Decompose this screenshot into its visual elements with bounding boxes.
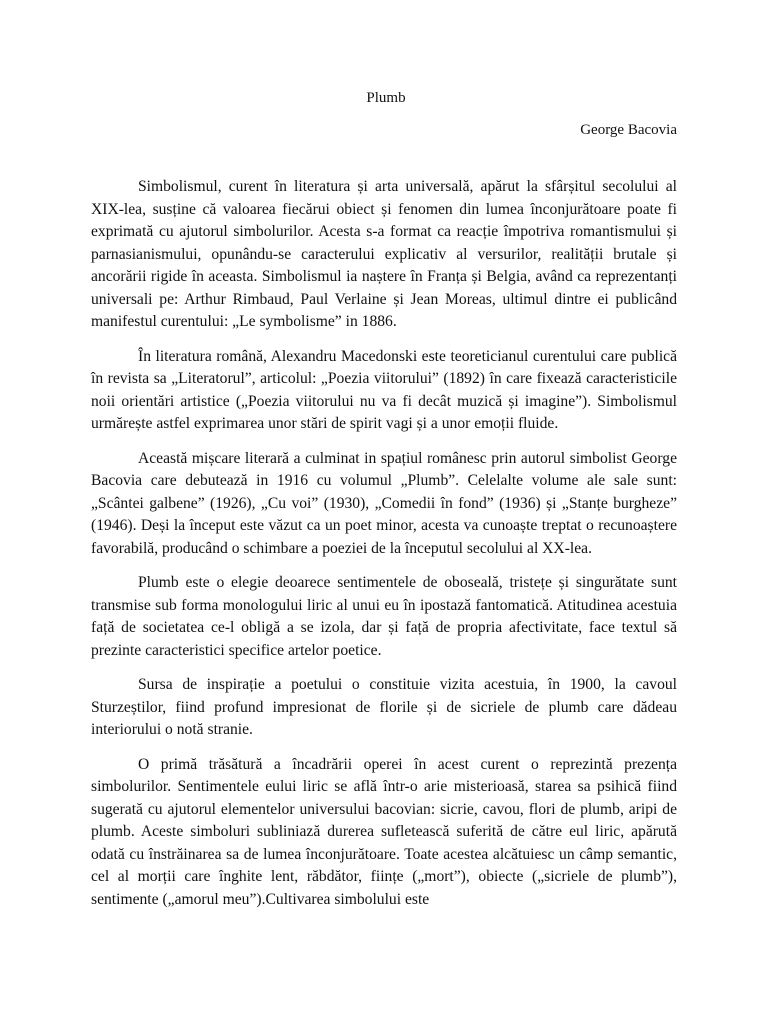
document-body <box>91 176 677 911</box>
document-page <box>91 88 677 923</box>
paragraph-6: O primă trăsătură a încadrării operei în acest curent o reprezintă prezența simbolurilor. Sentimentele eului liric se află într-o arie misterioasă, starea sa psihică fiind sugerată cu ajutorul elementelor universului bacovian: sicrie, cavou, flori de plumb, aripi de plumb. Aceste simboluri subliniază durerea sufletească suferită de către eul liric, apărută odată cu înstrăinarea sa de lumea înconjurătoare. Toate acestea alcătuiesc un câmp semantic, cel al morții care înghite lent, răbdător, ființe („mort”), obiecte („sicriele de plumb”), sentimente („amorul meu”).Cultivarea simbolului este <box>91 755 677 908</box>
paragraph-1: Simbolismul, curent în literatura și arta universală, apărut la sfârșitul secolului al XIX-lea, susține că valoarea fiecărui obiect și fenomen din lumea înconjurătoare poate fi exprimată cu ajutorul simbolurilor. Acesta s-a format ca reacție împotriva romantismului și parnasianismului, opunându-se caracterului explicativ al versurilor, realității brutale și ancorării rigide în aceasta. Simbolismul ia naștere în Franța și Belgia, având ca reprezentanți universali pe: Arthur Rimbaud, Paul Verlaine și Jean Moreas, ultimul dintre ei publicând manifestul curentului: „Le symbolisme” in 1886. <box>91 178 677 330</box>
paragraph-5: Sursa de inspirație a poetului o constituie vizita acestuia, în 1900, la cavoul Sturzeștilor, fiind profund impresionat de florile și de sicriele de plumb care dădeau interiorului o notă stranie. <box>91 676 677 738</box>
document-title: Plumb <box>366 90 406 106</box>
paragraph-4: Plumb este o elegie deoarece sentimentele de oboseală, tristețe și singurătate sunt transmise sub forma monologului liric al unui eu în ipostază fantomatică. Atitudinea acestuia față de societatea ce-l obligă a se izola, dar și față de propria afectivitate, face textul să prezinte caracteristici specifice artelor poetice. <box>91 574 677 659</box>
paragraph-2: În literatura română, Alexandru Macedonski este teoreticianul curentului care publică în revista sa „Literatorul”, articolul: „Poezia viitorului” (1892) în care fixează caracteristicile noii orientări artistice („Poezia viitorului nu va fi decât muzică și imagine”). Simbolismul urmărește astfel exprimarea unor stări de spirit vagi și a unor emoții fluide. <box>91 347 677 432</box>
paragraph-3: Această mișcare literară a culminat in spațiul românesc prin autorul simbolist George Bacovia care debutează in 1916 cu volumul „Plumb”. Celelalte volume ale sale sunt: „Scântei galbene” (1926), „Cu voi” (1930), „Comedii în fond” (1936) și „Stanțe burgheze” (1946). Deși la început este văzut ca un poet minor, acesta va cunoaște treptat o recunoaștere favorabilă, producând o schimbare a poeziei de la începutul secolului al XX-lea. <box>91 449 677 557</box>
document-author: George Bacovia <box>580 122 677 138</box>
